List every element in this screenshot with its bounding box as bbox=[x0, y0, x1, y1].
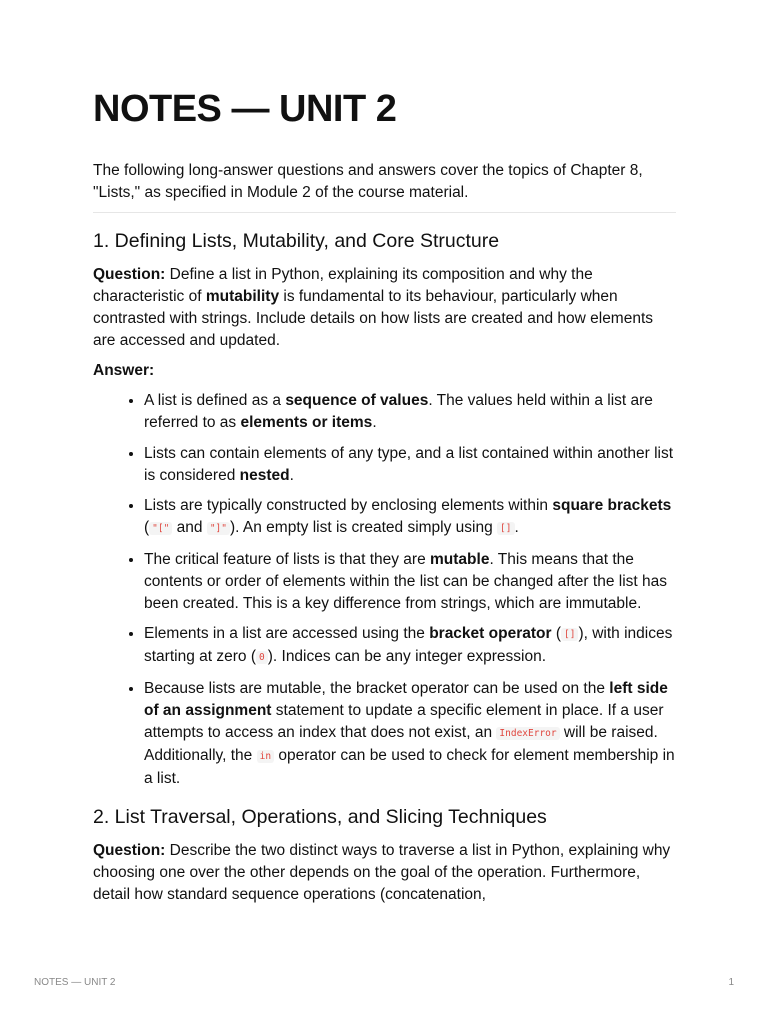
inline-code: [] bbox=[561, 628, 578, 641]
list-item: • A list is defined as a sequence of values. The values held within a list are referred to as elements or items. bbox=[144, 390, 676, 434]
inline-code: 0 bbox=[256, 651, 268, 664]
list-item: • The critical feature of lists is that they are mutable. This means that the contents or order of elements within the list can be changed after the list has been created. This is a key difference from strings, which are immutable. bbox=[144, 549, 676, 615]
page-number: 1 bbox=[728, 977, 734, 988]
footer-title: NOTES — UNIT 2 bbox=[34, 977, 116, 988]
question-label: Question: bbox=[93, 841, 166, 859]
inline-code: "]" bbox=[207, 522, 230, 535]
section-1-question: Question: Define a list in Python, explaining its composition and why the characteristic of mutability is fundamental to its behaviour, particularly when contrasted with strings. Include details on how lists are created and how elements are accessed and updated. bbox=[93, 266, 654, 349]
inline-code: in bbox=[257, 750, 274, 763]
section-1-heading: 1. Defining Lists, Mutability, and Core Structure bbox=[93, 230, 500, 252]
section-1-answer-list bbox=[93, 390, 676, 790]
list-item: • Because lists are mutable, the bracket operator can be used on the left side of an assignment statement to update a specific element in place. If a user attempts to access an index that does not exist, an IndexError will be raised. Additionally, the in operator can be used to check for element membership in a list. bbox=[144, 678, 676, 790]
inline-code: "[" bbox=[149, 522, 172, 535]
question-label: Question: bbox=[93, 266, 166, 283]
section-2-heading: 2. List Traversal, Operations, and Slicing Techniques bbox=[93, 805, 547, 828]
list-item: • Lists can contain elements of any type, and a list contained within another list is considered nested. bbox=[144, 443, 676, 487]
list-item: • Lists are typically constructed by enclosing elements within square brackets ( "[" and "]" ). An empty list is created simply using [] . bbox=[144, 495, 676, 540]
page-title: NOTES — UNIT 2 bbox=[93, 88, 397, 130]
section-2-question: Question: Describe the two distinct ways to traverse a list in Python, explaining why choosing one over the other depends on the goal of the operation. Furthermore, detail how standard sequence operations (concatenation, bbox=[93, 841, 671, 903]
inline-code: [] bbox=[497, 522, 514, 535]
divider bbox=[93, 212, 676, 213]
inline-code: IndexError bbox=[496, 727, 559, 740]
section-1-answer-label: Answer: bbox=[93, 362, 155, 379]
list-item: • Elements in a list are accessed using the bracket operator ( [] ), with indices starting at zero ( 0 ). Indices can be any integer expression. bbox=[144, 623, 676, 669]
content bbox=[93, 228, 676, 914]
intro-paragraph: The following long-answer questions and answers cover the topics of Chapter 8, "Lists," as specified in Module 2 of the course material. bbox=[93, 162, 643, 201]
